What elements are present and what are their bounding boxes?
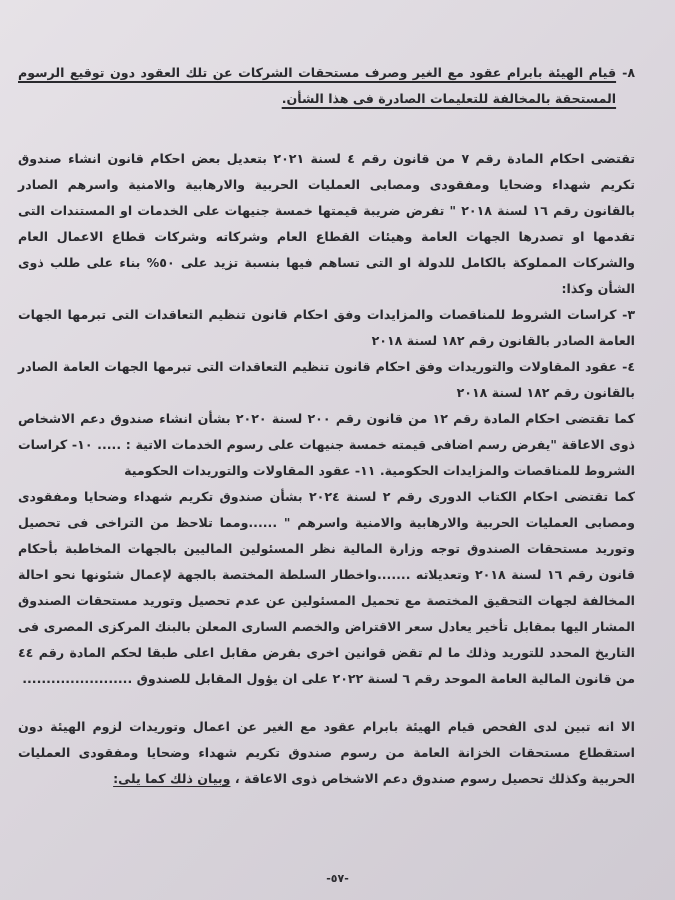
paragraph-circular-2: كما تقتضى احكام الكتاب الدورى رقم ٢ لسنة ٢٠٢٤ بشأن صندوق تكريم شهداء وضحايا ومفقودى ومصابى العمليات الحربية والارهابية والامنية واسرهم " ......ومما تلاحظ من التراخى فى تحصيل وتوريد مستحقات الصندوق توجه وزارة المالية نظر المسئولين الماليين بالجهات المخاطبة بأحكام قانون رقم ١٦ لسنة ٢٠١٨ وتعديلاته .......واخطار السلطة المختصة بالجهة لإعمال شئونها نحو احالة المخالفة لجهات التحقيق المختصة مع تحميل المسئولين عن عدم تحصيل وتوريد مستحقات الصندوق المشار اليها بمقابل تأخير يعادل سعر الاقتراض والخصم السارى المعلن بالبنك المركزى المصرى فى التاريخ المحدد للتوريد وذلك ما لم تقض قوانين اخرى بفرض مقابل اعلى طبقا لحكم المادة رقم ٤٤ من قانون المالية العامة الموحد رقم ٦ لسنة ٢٠٢٢ على ان يؤول المقابل للصندوق ....................... [18,489,635,686]
paragraph-law-7: تقتضى احكام المادة رقم ٧ من قانون رقم ٤ لسنة ٢٠٢١ بتعديل بعض احكام قانون انشاء صندوق تكريم شهداء وضحايا ومفقودى ومصابى العمليات الحربية والارهابية والامنية واسرهم الصادر بالقانون رقم ١٦ لسنة ٢٠١٨ " تفرض ضريبة قيمتها خمسة جنيهات على الخدمات او المستندات التى تقدمها او تصدرها الجهات العامة وهيئات القطاع العام وشركاته وشركات قطاع الاعمال العام والشركات المملوكة بالكامل للدولة او التى تساهم فيها بنسبة تزيد على ٥٠% بناء على طلب ذوى الشأن وكذا: [18,151,635,296]
paragraph-finding [18,714,635,792]
list-item-3: ٣- كراسات الشروط للمناقصات والمزايدات وفق احكام قانون تنظيم التعاقدات التى تبرمها الجهات العامة الصادر بالقانون رقم ١٨٢ لسنة ٢٠١٨ [18,307,635,348]
section-heading [18,60,635,112]
finding-text: الا انه تبين لدى الفحص قيام الهيئة بابرام عقود مع الغير عن اعمال وتوريدات لزوم الهيئة دون استقطاع مستحقات الخزانة العامة من رسوم صندوق تكريم شهداء وضحايا ومفقودى العمليات الحربية وكذلك تحصيل رسوم صندوق دعم الاشخاص ذوى الاعاقة ، [18,719,635,786]
paragraph-law-12: كما تقتضى احكام المادة رقم ١٢ من قانون رقم ٢٠٠ لسنة ٢٠٢٠ بشأن انشاء صندوق دعم الاشخاص ذوى الاعاقة "يفرض رسم اضافى قيمته خمسة جنيهات على رسوم الخدمات الاتية : ..... ١٠- كراسات الشروط للمناقصات والمزايدات الحكومية. ١١- عقود المقاولات والتوريدات الحكومية [18,411,636,478]
document-body [18,60,635,792]
section-number: ٨- [622,65,635,80]
section-title: قيام الهيئة بابرام عقود مع الغير وصرف مستحقات الشركات عن تلك العقود دون توقيع الرسوم المستحقة بالمخالفة للتعليمات الصادرة فى هذا الشأن. [18,65,617,106]
finding-tail: وبيان ذلك كما يلى: [113,771,231,786]
page-number: -٥٧- [326,872,349,885]
list-item-4: ٤- عقود المقاولات والتوريدات وفق احكام قانون تنظيم التعاقدات التى تبرمها الجهات العامة الصادر بالقانون رقم ١٨٢ لسنة ٢٠١٨ [18,359,635,400]
